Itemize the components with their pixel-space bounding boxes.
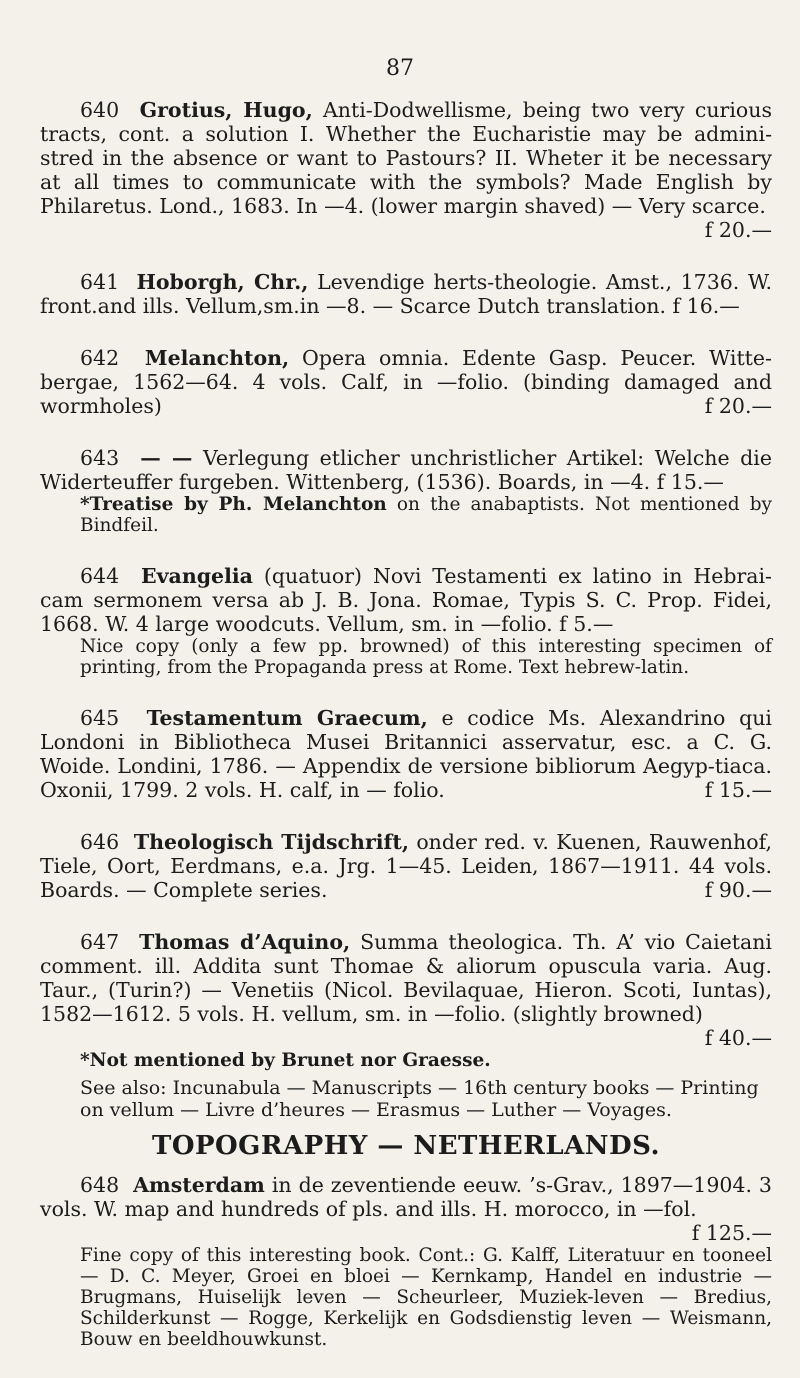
entry-price: f 20.— bbox=[704, 218, 772, 242]
entry-price: f 15.— bbox=[656, 470, 724, 494]
entry-number: 641 bbox=[80, 270, 120, 294]
entry-note: Nice copy (only a few pp. browned) of this interesting specimen of printing, from the Propaganda press at Rome. Text hebrew-latin. bbox=[80, 636, 772, 678]
entry-title: — — bbox=[140, 446, 193, 470]
entry-price: f 15.— bbox=[704, 778, 772, 802]
catalogue-entry-641 bbox=[40, 270, 772, 318]
entry-text: Summa theologica. Th. A’ vio Caietani comment. ill. Addita sunt Thomae & aliorum opuscula varia. Aug. Taur., (Turin?) — Venetiis (Nicol. Bevilaquae, Hieron. Scoti, Iuntas), 1582—1612. 5 vols. H. vellum, sm. in —folio. (slightly browned) bbox=[40, 930, 772, 1026]
entry-text: Opera omnia. Edente Gasp. Peucer. Witte-bergae, 1562—64. 4 vols. Calf, in —folio. (binding damaged and wormholes) bbox=[40, 346, 772, 418]
entry-number: 643 bbox=[80, 446, 120, 470]
entry-price: f 125.— bbox=[691, 1221, 772, 1245]
catalogue-entry-640 bbox=[40, 98, 772, 242]
entry-title: Amsterdam bbox=[133, 1173, 265, 1197]
entry-title: Melanchton, bbox=[144, 346, 290, 370]
entry-title: Grotius, Hugo, bbox=[139, 98, 313, 122]
entry-number: 642 bbox=[80, 346, 120, 370]
entry-title: Testamentum Graecum, bbox=[146, 706, 428, 730]
page-number: 87 bbox=[386, 56, 414, 81]
note-prefix: *Not mentioned by Brunet nor Graesse. bbox=[80, 1050, 491, 1071]
entry-text: e codice Ms. Alexandrino qui Londoni in Bibliotheca Musei Britannici asservatur, esc. a C. G. Woide. Londini, 1786. — Appendix de versione bibliorum Aegyp-tiaca. Oxonii, 1799. 2 vols. H. calf, in — folio. bbox=[40, 706, 772, 802]
catalogue-entry-648 bbox=[40, 1173, 772, 1350]
catalogue-entry-646 bbox=[40, 830, 772, 902]
catalogue-content bbox=[40, 98, 772, 1378]
entry-price: f 20.— bbox=[704, 394, 772, 418]
entry-text: Anti-Dodwellisme, being two very curious tracts, cont. a solution I. Whether the Eucharistie may be admini-stred in the absence or want to Pastours? II. Wheter it be necessary at all times to communicate with the symbols? Made English by Philaretus. Lond., 1683. In —4. (lower margin shaved) — Very scarce. bbox=[40, 98, 772, 218]
section-heading: TOPOGRAPHY — NETHERLANDS. bbox=[151, 1131, 661, 1161]
catalogue-entry-644 bbox=[40, 564, 772, 678]
entry-text: (quatuor) Novi Testamenti ex latino in Hebrai-cam sermonem versa ab J. B. Jona. Romae, Typis S. C. Prop. Fidei, 1668. W. 4 large woodcuts. Vellum, sm. in —folio. bbox=[40, 564, 772, 636]
entry-note: Fine copy of this interesting book. Cont.: G. Kalff, Literatuur en tooneel — D. C. Meyer, Groei en bloei — Kernkamp, Handel en industrie — Brugmans, Huiselijk leven — Scheurleer, Muziek-leven — Bredius, Schilderkunst — Rogge, Kerkelijk en Godsdienstig leven — Weismann, Bouw en beeldhouwkunst. bbox=[80, 1245, 772, 1350]
entry-price: f 40.— bbox=[704, 1026, 772, 1050]
entry-title: Hoborgh, Chr., bbox=[136, 270, 309, 294]
catalogue-entry-647 bbox=[40, 930, 772, 1071]
entry-number: 640 bbox=[80, 98, 120, 122]
entry-title: Evangelia bbox=[141, 564, 253, 588]
entry-price: f 90.— bbox=[704, 878, 772, 902]
entry-note bbox=[80, 494, 772, 536]
entry-title: Thomas d’Aquino, bbox=[139, 930, 351, 954]
entry-title: Theologisch Tijdschrift, bbox=[133, 830, 409, 854]
entry-number: 645 bbox=[80, 706, 120, 730]
entry-text: in de zeventiende eeuw. ’s-Grav., 1897—1904. 3 vols. W. map and hundreds of pls. and ills. H. morocco, in —fol. bbox=[40, 1173, 772, 1221]
entry-number: 648 bbox=[80, 1173, 120, 1197]
entry-number: 647 bbox=[80, 930, 120, 954]
entry-text: onder red. v. Kuenen, Rauwenhof, Tiele, Oort, Eerdmans, e.a. Jrg. 1—45. Leiden, 1867—1911. 44 vols. Boards. — Complete series. bbox=[40, 830, 772, 902]
entry-text: Verlegung etlicher unchristlicher Artikel: Welche die Widerteuffer furgeben. Wittenberg, (1536). Boards, in —4. bbox=[40, 446, 772, 494]
entry-number: 646 bbox=[80, 830, 120, 854]
entry-price: f 5.— bbox=[559, 612, 614, 636]
entry-note bbox=[80, 1050, 772, 1071]
note-text: on the anabaptists. Not mentioned by Bindfeil. bbox=[80, 494, 773, 536]
note-prefix: *Treatise by Ph. Melanchton bbox=[80, 494, 387, 515]
entry-number: 644 bbox=[80, 564, 120, 588]
entry-text: Levendige herts-theologie. Amst., 1736. W. front.and ills. Vellum,sm.in —8. — Scarce Dutch translation. bbox=[40, 270, 772, 318]
catalogue-entry-642 bbox=[40, 346, 772, 418]
catalogue-entry-645 bbox=[40, 706, 772, 802]
entry-price: f 16.— bbox=[672, 294, 740, 318]
catalogue-entry-643 bbox=[40, 446, 772, 536]
see-also-note: See also: Incunabula — Manuscripts — 16th century books — Printing on vellum — Livre d’heures — Erasmus — Luther — Voyages. bbox=[80, 1077, 759, 1121]
